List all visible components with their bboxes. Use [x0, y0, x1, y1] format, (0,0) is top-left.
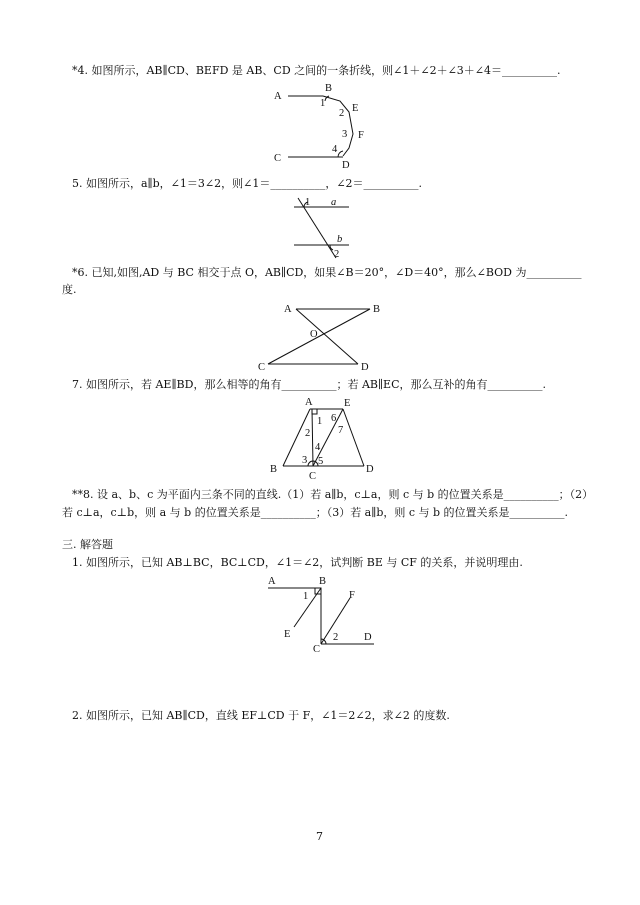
- q7-angle-2: 2: [305, 428, 311, 439]
- question-4-text: *4. 如图所示，AB∥CD、BEFD 是 AB、CD 之间的一条折线，则∠1＋∠2＋∠3＋∠4＝__________.: [72, 64, 561, 77]
- q7-angle-3: 3: [302, 455, 308, 466]
- q7-label-D: D: [366, 464, 374, 475]
- q4-label-E: E: [352, 103, 359, 114]
- s1-label-B: B: [319, 576, 327, 587]
- q7-angle-5: 5: [318, 456, 324, 467]
- q7-label-C: C: [309, 471, 317, 482]
- q6-label-C: C: [258, 362, 266, 373]
- solution-2-text: 2. 如图所示，已知 AB∥CD，直线 EF⊥CD 于 F，∠1＝2∠2，求∠2 的度数.: [72, 709, 450, 722]
- q6-label-D: D: [361, 362, 369, 373]
- question-8-text-2: 若 c⊥a，c⊥b，则 a 与 b 的位置关系是__________；（3）若 a∥b，则 c 与 b 的位置关系是__________.: [62, 506, 569, 519]
- q7-angle-6: 6: [331, 413, 337, 424]
- q6-label-O: O: [310, 329, 318, 340]
- question-5-text: 5. 如图所示，a∥b，∠1＝3∠2，则∠1＝__________，∠2＝__________.: [72, 177, 423, 190]
- q7-angle-1: 1: [317, 416, 323, 427]
- s1-label-E: E: [284, 629, 291, 640]
- s1-angle-2: 2: [333, 632, 339, 643]
- q4-angle-4: 4: [332, 144, 338, 155]
- question-6-text-1: *6. 已知,如图,AD 与 BC 相交于点 O，AB∥CD，如果∠B＝20°，∠D＝40°，那么∠BOD 为__________: [72, 266, 582, 279]
- question-8-text-1: **8. 设 a、b、c 为平面内三条不同的直线.（1）若 a∥b，c⊥a，则 c 与 b 的位置关系是__________；（2）: [72, 488, 594, 501]
- q5-angle-2: 2: [334, 249, 340, 260]
- section-heading: 三. 解答题: [62, 538, 113, 551]
- s1-label-A: A: [268, 576, 276, 587]
- q4-angle-2: 2: [339, 108, 345, 119]
- q4-label-D: D: [342, 160, 350, 171]
- q7-angle-4: 4: [315, 442, 321, 453]
- q6-label-B: B: [373, 304, 381, 315]
- solution-1-text: 1. 如图所示，已知 AB⊥BC，BC⊥CD，∠1＝∠2，试判断 BE 与 CF 的关系，并说明理由.: [72, 556, 523, 569]
- question-6-text-2: 度.: [62, 283, 77, 296]
- q4-label-F: F: [358, 130, 364, 141]
- q5-angle-1: 1: [305, 197, 311, 208]
- q4-label-A: A: [274, 91, 282, 102]
- q7-label-A: A: [305, 397, 313, 408]
- s1-label-C: C: [313, 644, 321, 655]
- s1-label-D: D: [364, 632, 372, 643]
- q5-line-a: a: [331, 197, 337, 208]
- q6-label-A: A: [284, 304, 292, 315]
- s1-label-F: F: [349, 590, 355, 601]
- q4-angle-3: 3: [342, 129, 348, 140]
- q4-label-C: C: [274, 153, 282, 164]
- q5-line-b: b: [337, 234, 343, 245]
- q7-label-B: B: [270, 464, 278, 475]
- q4-angle-1: 1: [320, 98, 326, 109]
- q7-angle-7: 7: [338, 425, 344, 436]
- question-7-text: 7. 如图所示，若 AE∥BD，那么相等的角有__________；若 AB∥EC，那么互补的角有__________.: [72, 378, 546, 391]
- s1-angle-1: 1: [303, 591, 309, 602]
- page-number: 7: [316, 830, 323, 843]
- q4-label-B: B: [325, 83, 333, 94]
- q7-label-E: E: [344, 398, 351, 409]
